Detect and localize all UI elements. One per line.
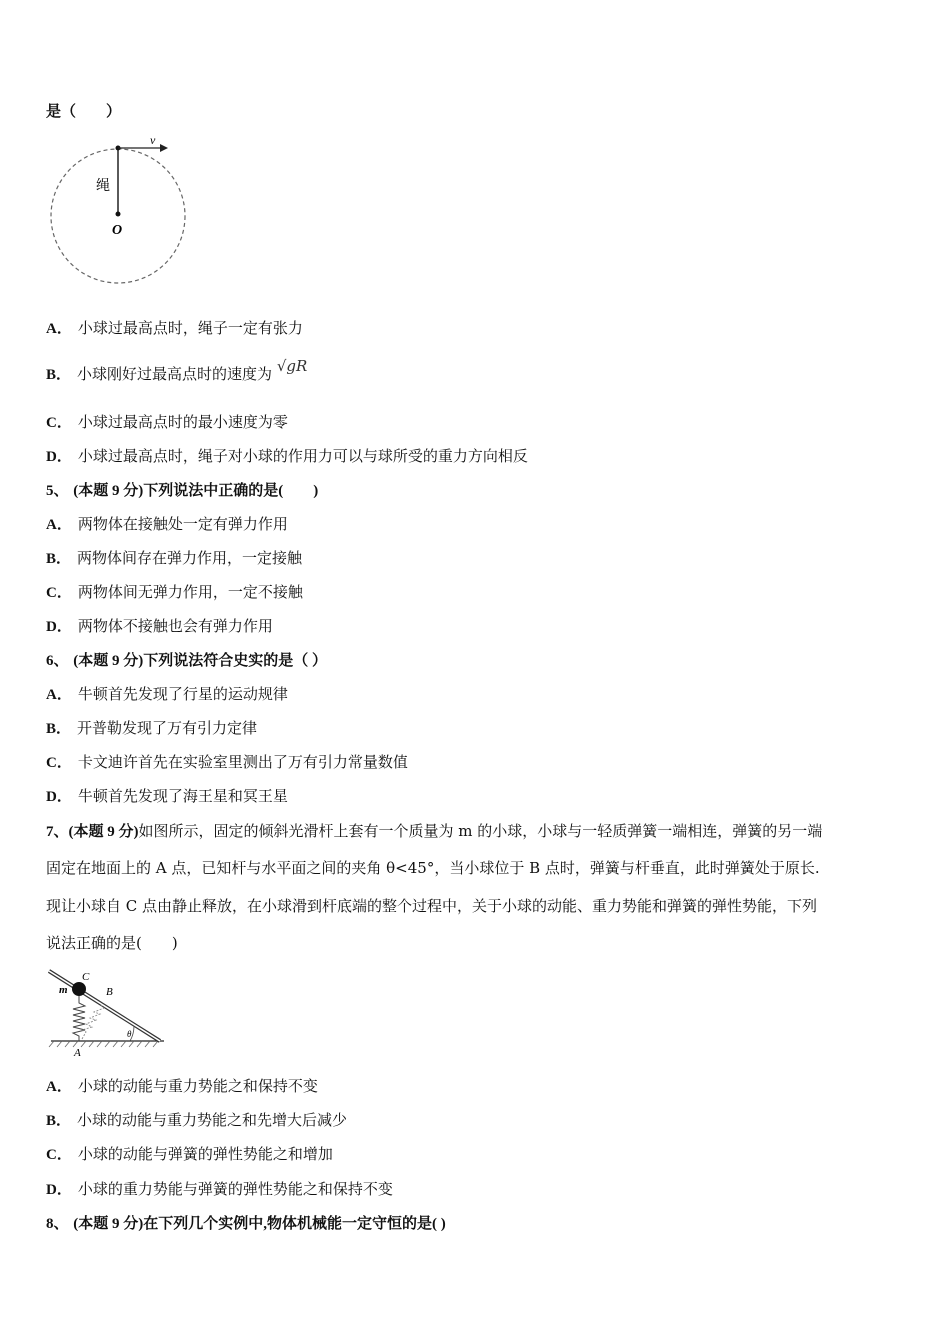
option-c[interactable]: C． 小球过最高点时的最小速度为零 — [46, 413, 288, 431]
question-7-stem-line-1: 7、(本题 9 分)如图所示，固定的倾斜光滑杆上套有一个质量为 m 的小球，小球与一轻质弹簧一端相连，弹簧的另一端 — [46, 822, 823, 840]
question-5-stem: 5、 (本题 9 分)下列说法中正确的是( ) — [46, 483, 319, 499]
question-stem-tail: 是（ ） — [46, 104, 122, 120]
question-7-stem-line-4: 说法正确的是( ) — [46, 934, 178, 952]
sqrt-gr-formula: √gR — [276, 357, 308, 375]
option-b[interactable]: B． 小球刚好过最高点时的速度为 √gR — [46, 357, 308, 383]
point-b-label: B — [106, 986, 113, 998]
q5-option-d[interactable]: D． 两物体不接触也会有弹力作用 — [46, 617, 273, 635]
question-6-stem: 6、 (本题 9 分)下列说法符合史实的是（ ） — [46, 653, 328, 669]
ball — [72, 982, 86, 996]
point-c-label: C — [82, 971, 90, 983]
q7-option-b[interactable]: B． 小球的动能与重力势能之和先增大后减少 — [46, 1111, 348, 1129]
question-8-stem: 8、 (本题 9 分)在下列几个实例中,物体机械能一定守恒的是( ) — [46, 1216, 446, 1232]
theta-label: θ — [127, 1029, 132, 1039]
question-7-stem-line-2: 固定在地面上的 A 点，已知杆与水平面之间的夹角 θ<45°，当小球位于 B 点时，弹簧与杆垂直，此时弹簧处于原长. — [46, 859, 820, 877]
q6-option-a[interactable]: A． 牛顿首先发现了行星的运动规律 — [46, 685, 288, 703]
question-7-stem-line-3: 现让小球自 C 点由静止释放，在小球滑到杆底端的整个过程中，关于小球的动能、重力势能和弹簧的弹性势能，下列 — [46, 897, 818, 915]
point-a-label: A — [74, 1047, 81, 1059]
q6-option-b[interactable]: B． 开普勒发现了万有引力定律 — [46, 719, 258, 737]
q7-option-c[interactable]: C． 小球的动能与弹簧的弹性势能之和增加 — [46, 1145, 333, 1163]
velocity-label: v — [150, 134, 156, 147]
q5-option-c[interactable]: C． 两物体间无弹力作用，一定不接触 — [46, 583, 303, 601]
option-d[interactable]: D． 小球过最高点时，绳子对小球的作用力可以与球所受的重力方向相反 — [46, 447, 528, 465]
rope-label: 绳 — [96, 178, 110, 194]
spring — [73, 996, 85, 1041]
option-a[interactable]: A． 小球过最高点时，绳子一定有张力 — [46, 319, 303, 337]
q6-option-c[interactable]: C． 卡文迪许首先在实验室里测出了万有引力常量数值 — [46, 753, 408, 771]
circle-rope-figure — [46, 134, 196, 284]
q7-option-d[interactable]: D． 小球的重力势能与弹簧的弹性势能之和保持不变 — [46, 1180, 393, 1198]
incline-spring-figure — [46, 966, 176, 1061]
q7-option-a[interactable]: A． 小球的动能与重力势能之和保持不变 — [46, 1077, 318, 1095]
mass-label: m — [59, 984, 68, 996]
center-label: O — [112, 223, 123, 238]
q5-option-a[interactable]: A． 两物体在接触处一定有弹力作用 — [46, 515, 288, 533]
q5-option-b[interactable]: B． 两物体间存在弹力作用，一定接触 — [46, 549, 303, 567]
center-dot — [116, 212, 121, 217]
q6-option-d[interactable]: D． 牛顿首先发现了海王星和冥王星 — [46, 787, 288, 805]
